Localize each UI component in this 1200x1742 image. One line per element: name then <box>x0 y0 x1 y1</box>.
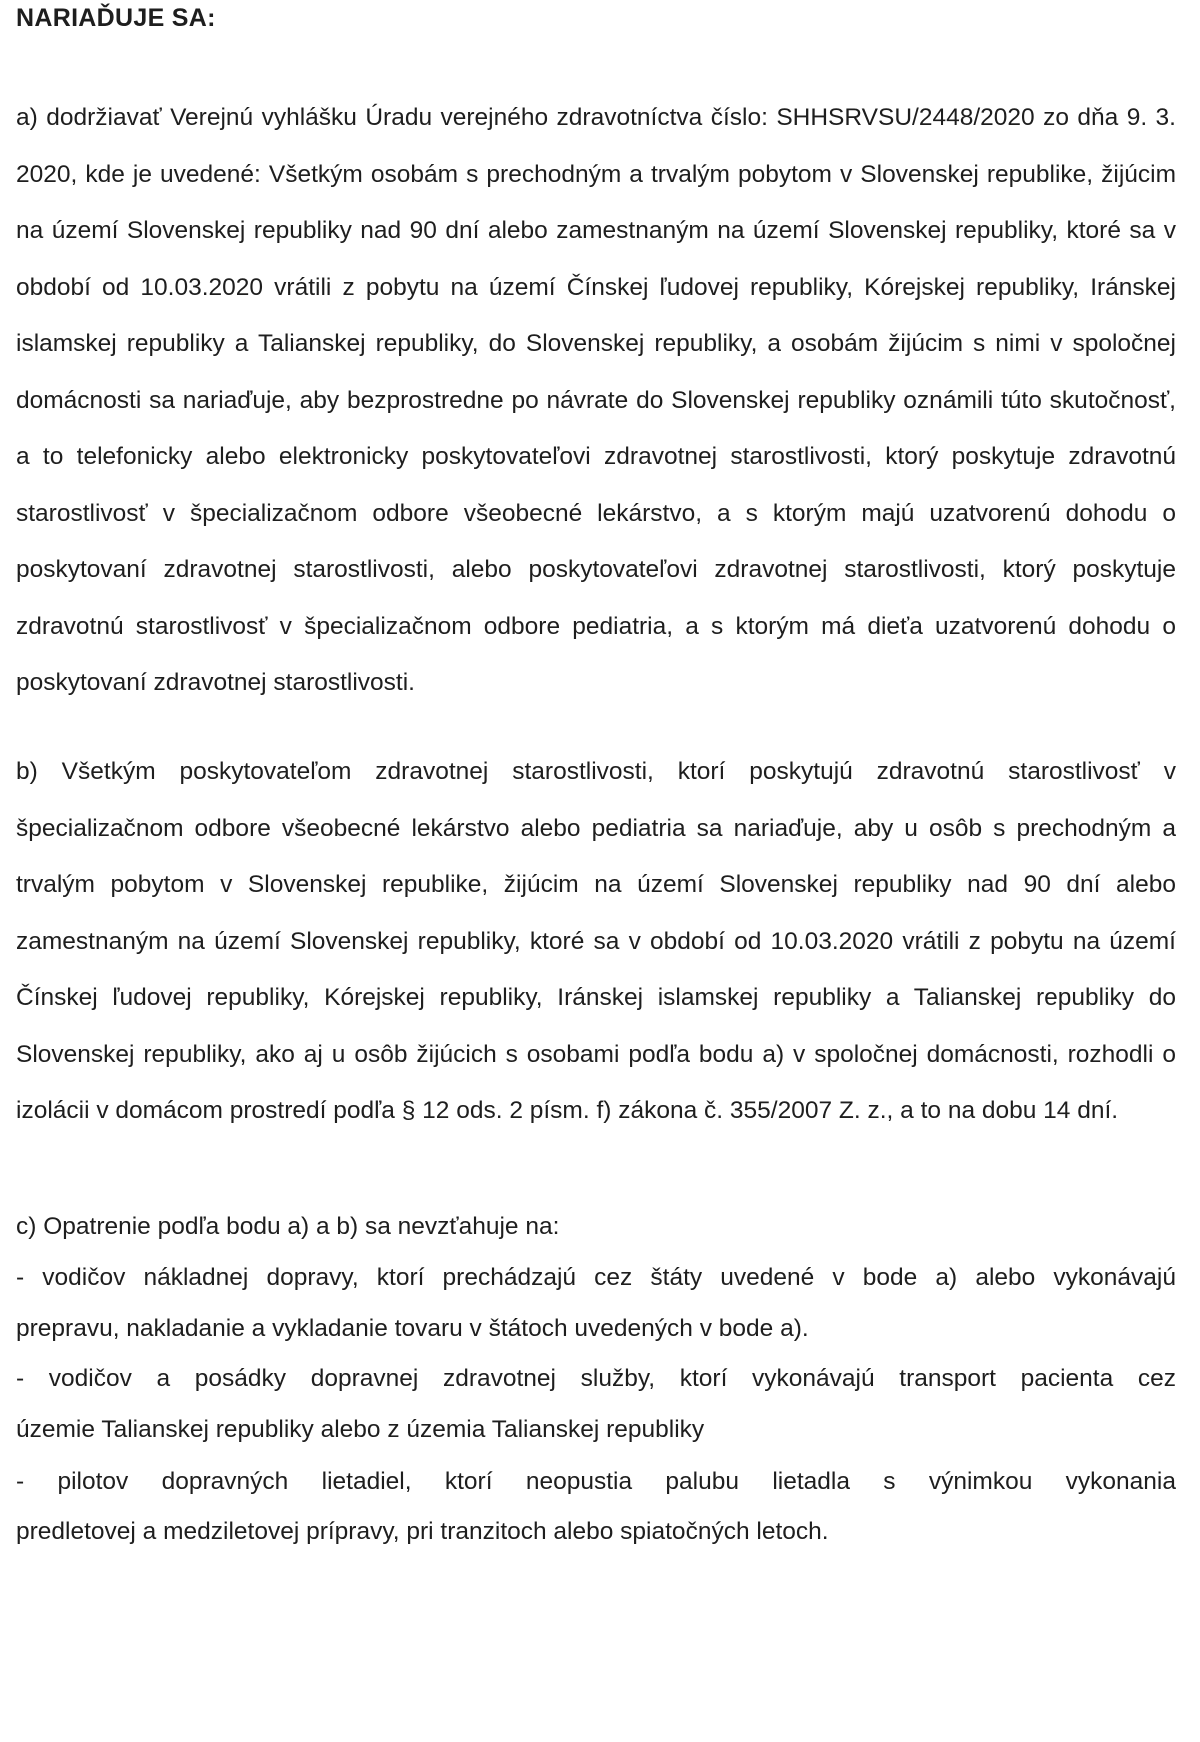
section-c-item-2-line-2: územie Talianskej republiky alebo z územia Talianskej republiky <box>16 1416 705 1443</box>
paragraph-a: a) dodržiavať Verejnú vyhlášku Úradu verejného zdravotníctva číslo: SHHSRVSU/2448/2020 zo dňa 9. 3. 2020, kde je uvedené: Všetkým osobám s prechodným a trvalým pobytom v Slovenskej republike, žijúcim na území Slovenskej republiky nad 90 dní alebo zamestnaným na území Slovenskej republiky, ktoré sa v období od 10.03.2020 vrátili z pobytu na území Čínskej ľudovej republiky, Kórejskej republiky, Iránskej islamskej republiky a Talianskej republiky, do Slovenskej republiky, a osobám žijúcim s nimi v spoločnej domácnosti sa nariaďuje, aby bezprostredne po návrate do Slovenskej republiky oznámili túto skutočnosť, a to telefonicky alebo elektronicky poskytovateľovi zdravotnej starostlivosti, ktorý poskytuje zdravotnú starostlivosť v špecializačnom odbore všeobecné lekárstvo, a s ktorým majú uzatvorenú dohodu o poskytovaní zdravotnej starostlivosti, alebo poskytovateľovi zdravotnej starostlivosti, ktorý poskytuje zdravotnú starostlivosť v špecializačnom odbore pediatria, a s ktorým má dieťa uzatvorenú dohodu o poskytovaní zdravotnej starostlivosti. <box>16 104 1176 696</box>
document-page <box>16 0 1184 1742</box>
section-c-item-3-line-1: - pilotov dopravných lietadiel, ktorí neopustia palubu lietadla s výnimkou vykonania <box>16 1468 1176 1495</box>
section-c-item-2-line-1: - vodičov a posádky dopravnej zdravotnej služby, ktorí vykonávajú transport pacienta cez <box>16 1365 1176 1392</box>
section-c-item-1-line-2: prepravu, nakladanie a vykladanie tovaru v štátoch uvedených v bode a). <box>16 1315 809 1342</box>
section-c-intro: c) Opatrenie podľa bodu a) a b) sa nevzťahuje na: <box>16 1213 560 1240</box>
section-c-item-3-line-2: predletovej a medziletovej prípravy, pri tranzitoch alebo spiatočných letoch. <box>16 1518 829 1545</box>
section-c-item-1-line-1: - vodičov nákladnej dopravy, ktorí prechádzajú cez štáty uvedené v bode a) alebo vykonávajú <box>16 1264 1176 1291</box>
paragraph-b: b) Všetkým poskytovateľom zdravotnej starostlivosti, ktorí poskytujú zdravotnú starostlivosť v špecializačnom odbore všeobecné lekárstvo alebo pediatria sa nariaďuje, aby u osôb s prechodným a trvalým pobytom v Slovenskej republike, žijúcim na území Slovenskej republiky nad 90 dní alebo zamestnaným na území Slovenskej republiky, ktoré sa v období od 10.03.2020 vrátili z pobytu na území Čínskej ľudovej republiky, Kórejskej republiky, Iránskej islamskej republiky a Talianskej republiky do Slovenskej republiky, ako aj u osôb žijúcich s osobami podľa bodu a) v spoločnej domácnosti, rozhodli o izolácii v domácom prostredí podľa § 12 ods. 2 písm. f) zákona č. 355/2007 Z. z., a to na dobu 14 dní. <box>16 758 1176 1124</box>
document-heading: NARIAĎUJE SA: <box>16 4 216 32</box>
